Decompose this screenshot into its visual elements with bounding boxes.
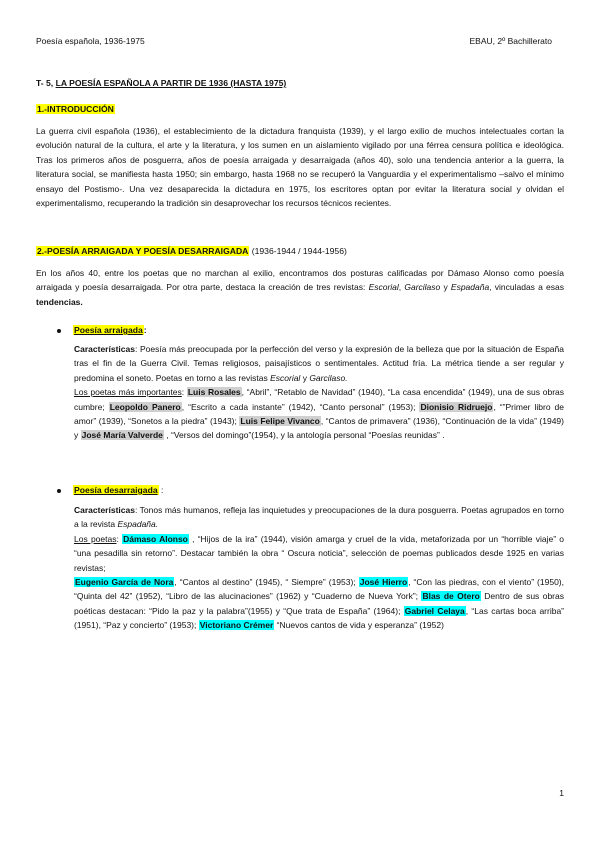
bullet-dot-icon <box>57 489 61 493</box>
bullet-arraigada <box>57 325 147 335</box>
topic-title <box>36 78 286 88</box>
works-otero: Dentro de sus obras poéticas destacan: “Pido la paz y la palabra”(1955) y “Que trata de España” (1964); <box>74 591 564 616</box>
arraigada-char-label: Características <box>74 344 135 354</box>
section2-heading <box>36 246 347 256</box>
poet-victoriano-cremer: Victoriano Crémer <box>199 620 274 631</box>
arraigada-poets-label: Los poetas más importantes <box>74 387 182 398</box>
desarraigada-char-label: Características <box>74 505 135 515</box>
magazine-espadana: Espadaña <box>450 282 490 293</box>
colon: : <box>116 533 123 544</box>
intro-heading-text: 1.-INTRODUCCIÓN <box>37 104 114 114</box>
works-panero: , “Escrito a cada instante” (1942), “Canto personal” (1953); <box>181 401 420 412</box>
magazine-escorial: Escorial <box>368 282 399 293</box>
works-cremer: “Nuevos cantos de vida y esperanza” (1952) <box>274 620 444 631</box>
arraigada-char-text: : Poesía más preocupada por la perfección del verso y la expresión de la belleza que por la situación de España tras el fin de la Guerra Civil. Temas religiosos, paisajísticos o sentimentales. Actitud fría. La métrica tiende a ser regular y predomina el soneto. Poetas en torno a las revistas <box>74 344 564 383</box>
separator: y <box>440 282 451 293</box>
section2-p1-end: , vinculadas a esas <box>489 282 564 293</box>
works-hierro: , “Con las piedras, con el viento” (1950), “Quinta del 42” (1952), “Libro de las alucinaciones” (1962) y “Cuaderno de Nueva York”; <box>74 577 564 602</box>
header-right: EBAU, 2º Bachillerato <box>469 36 552 46</box>
arraigada-title: Poesía arraigada <box>74 325 143 335</box>
poet-gabriel-celaya: Gabriel Celaya <box>404 605 465 616</box>
works-damaso: , “Hijos de la ira” (1944), visión amarga y cruel de la vida, metaforizada por un “horrible viaje” o “una pesadilla sin retorno”. Destacar también la obra “ Oscura noticia”, selección de poemas publicados desde 1925 en varias revistas; <box>74 533 565 573</box>
poet-dionisio-ridruejo: Dionisio Ridruejo <box>420 401 493 412</box>
separator: , <box>398 282 405 293</box>
desarraigada-char-text: : Tonos más humanos, refleja las inquietudes y preocupaciones de la dura posguerra. Poetas agrupados en torno a la revista <box>74 505 564 530</box>
works-ridruejo: , “”Primer libro de amor” (1939), “Sonetos a la piedra” (1943); <box>74 401 564 427</box>
topic-prefix: T- 5, <box>36 78 54 88</box>
poet-luis-rosales: Luis Rosales <box>187 387 241 398</box>
magazine-garcilaso: Garcilaso <box>404 282 441 293</box>
section2-dates: (1936-1944 / 1944-1956) <box>251 246 347 256</box>
topic-title-text: LA POESÍA ESPAÑOLA A PARTIR DE 1936 (HASTA 1975) <box>55 78 287 88</box>
desarraigada-poets-label: Los poetas <box>74 533 117 544</box>
bullet-dot-icon <box>57 329 61 333</box>
desarraigada-body <box>74 503 564 633</box>
colon: : <box>158 485 164 495</box>
works-rosales: , “Abril”, “Retablo de Navidad” (1940), “La casa encendida” (1949), una de sus obras cumbre; <box>74 387 564 412</box>
poet-jose-hierro: José Hierro <box>359 577 408 588</box>
poet-blas-de-otero: Blas de Otero <box>422 591 480 602</box>
magazine-garcilaso: Garcilaso. <box>309 372 348 383</box>
poet-eugenio-garcia-de-nora: Eugenio García de Nora <box>75 577 174 588</box>
works-garcia-de-nora: , “Cantos al destino” (1945), “ Siempre” (1953); <box>174 577 359 588</box>
poet-jose-maria-valverde: José María Valverde <box>81 430 163 441</box>
section2-heading-text: 2.-POESÍA ARRAIGADA Y POESÍA DESARRAIGADA <box>37 246 249 256</box>
intro-heading <box>36 104 115 114</box>
works-vivanco: , “Cantos de primavera” (1936), “Continuación de la vida” (1949) y <box>74 416 564 441</box>
poet-damaso-alonso: Dámaso Alonso <box>123 533 188 544</box>
page-number: 1 <box>559 788 564 798</box>
poet-leopoldo-panero: Leopoldo Panero <box>109 401 181 412</box>
header-left: Poesía española, 1936-1975 <box>36 36 145 46</box>
section2-p1: En los años 40, entre los poetas que no marchan al exilio, encontramos dos posturas calificadas por Dámaso Alonso como poesía arraigada y poesía desarraigada. Por otra parte, destaca la creación de tres revistas: <box>36 268 564 293</box>
colon: : <box>143 325 147 335</box>
section2-paragraph <box>36 266 564 309</box>
section2-p1-bold: tendencias. <box>36 296 83 307</box>
poet-luis-felipe-vivanco: Luis Felipe Vivanco <box>240 416 320 427</box>
magazine-espadana: Espadaña. <box>117 519 159 530</box>
intro-paragraph: La guerra civil española (1936), el establecimiento de la dictadura franquista (1939), y el largo exilio de muchos intelectuales cortan la evolución natural de la cultura, el arte y la literatura, y los sumen en un aislamiento vigilado por una férrea censura política e ideológica. Tras los primeros años de posguerra, años de poesía arraigada y desarraigada (años 40), solo una tendencia anterior a la guerra, la literatura social, se manifiesta hasta 1950; sin embargo, hasta 1968 no se recuperó la Vanguardia y el experimentalismo –salvo el mínimo ensayo del Postismo-. Una vez desaparecida la dictadura en 1975, los escritores optan por evitar la literatura social y olvidan el experimentalismo, recuperando la tradición sin desaprovechar los recursos técnicos recientes. <box>36 126 564 209</box>
magazine-escorial: Escorial <box>270 372 301 383</box>
works-celaya: , “Las cartas boca arriba” (1951), “Paz y concierto” (1953); <box>74 605 565 631</box>
works-valverde: , “Versos del domingo”(1954), y la antología personal “Poesías reunidas” . <box>163 430 445 441</box>
desarraigada-title: Poesía desarraigada <box>74 485 158 495</box>
colon: : <box>181 387 187 398</box>
conjunction: y <box>300 372 310 383</box>
bullet-desarraigada <box>57 485 163 495</box>
arraigada-body <box>74 342 564 443</box>
